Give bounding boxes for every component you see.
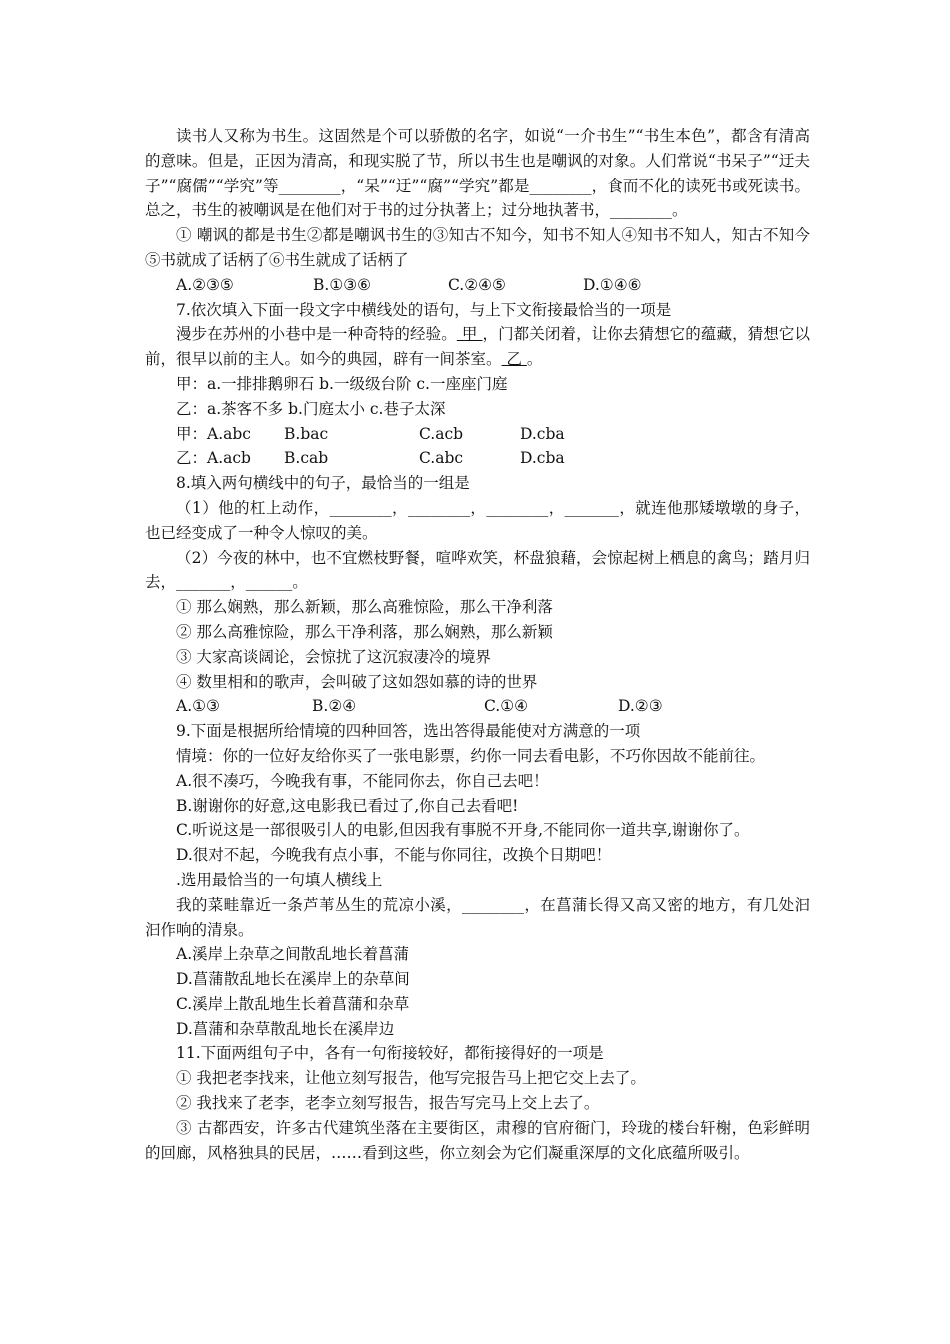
q7-text-a: 漫步在苏州的小巷中是一种奇特的经验。	[176, 325, 457, 344]
q8-item: ④ 数里相和的歌声，会叫破了这如怨如慕的诗的世界	[176, 672, 538, 691]
q7-jia-options	[145, 422, 810, 447]
q7-jia-option-a[interactable]: 甲：A.abc	[176, 424, 251, 443]
q7-passage	[145, 322, 810, 372]
q10-option-b[interactable]: D.菖蒲散乱地长在溪岸上的杂草间	[176, 970, 410, 989]
q7-yi-options	[145, 446, 810, 471]
q7-yi-option-a[interactable]: 乙：A.acb	[176, 449, 251, 468]
q7-yi-option-c[interactable]: C.abc	[419, 449, 464, 468]
q6-option-d[interactable]: D.①④⑥	[583, 275, 642, 294]
q11-item: ② 我找来了老李，老李立刻写报告，报告写完马上交上去了。	[176, 1094, 600, 1113]
q8-options	[145, 694, 810, 719]
q8-option-a[interactable]: A.①③	[176, 697, 220, 716]
passage-paragraph: 读书人又称为书生。这固然是个可以骄傲的名字，如说“一介书生”“书生本色”，都含有清高的意味。但是，正因为清高，和现实脱了节，所以书生也是嘲讽的对象。人们常说“书呆子”“迂夫子”“腐儒”“学究”等________，“呆”“迂”“腐”“学究”都是________，食而不化的读死书或死读书。总之，书生的被嘲讽是在他们对于书的过分执著上；过分地执著书，________。	[145, 127, 810, 220]
document-page	[145, 124, 810, 1165]
q6-options	[145, 273, 810, 298]
q9-option-a[interactable]: A.很不凑巧，今晚我有事，不能同你去，你自己去吧！	[176, 771, 549, 790]
q11-item: ③ 古都西安，许多古代建筑坐落在主要街区，肃穆的官府衙门，玲珑的楼台轩榭，色彩鲜明的回廊，风格独具的民居，……看到这些，你立刻会为它们凝重深厚的文化底蕴所吸引。	[145, 1118, 810, 1162]
q9-stem: 9.下面是根据所给情境的四种回答，选出答得最能使对方满意的一项	[176, 722, 641, 741]
q7-stem: 7.依次填入下面一段文字中横线处的语句，与上下文衔接最恰当的一项是	[176, 300, 672, 319]
q9-context: 情境：你的一位好友给你买了一张电影票，约你一同去看电影，不巧你因故不能前往。	[176, 746, 766, 765]
q7-blank-jia: 甲	[456, 325, 483, 344]
q6-choices-text: ① 嘲讽的都是书生②都是嘲讽书生的③知古不知今，知书不知人④知书不知人，知古不知今⑤书就成了话柄了⑥书生就成了话柄了	[145, 226, 810, 269]
q10-option-d[interactable]: D.菖蒲和杂草散乱地长在溪岸边	[176, 1019, 395, 1038]
q7-jia-option-c[interactable]: C.acb	[419, 424, 464, 443]
q10-stem: .选用最恰当的一句填人横线上	[176, 870, 383, 889]
q8-sentence-2: （2）今夜的林中，也不宜燃枝野餐，喧哗欢笑，杯盘狼藉，会惊起树上栖息的禽鸟；踏月归去，_______，______。	[145, 548, 810, 592]
q6-option-a[interactable]: A.②③⑤	[176, 275, 234, 294]
q8-item: ② 那么高雅惊险，那么干净利落，那么娴熟，那么新颖	[176, 622, 553, 641]
q7-yi-items: 乙：a.茶客不多 b.门庭太小 c.巷子太深	[176, 399, 446, 418]
q11-item: ① 我把老李找来，让他立刻写报告，他写完报告马上把它交上去了。	[176, 1069, 646, 1088]
q6-option-c[interactable]: C.②④⑤	[448, 275, 506, 294]
q6-option-b[interactable]: B.①③⑥	[313, 275, 372, 294]
q7-blank-yi: 乙	[501, 350, 527, 369]
q7-jia-option-d[interactable]: D.cba	[520, 424, 565, 443]
q10-option-c[interactable]: C.溪岸上散乱地生长着菖蒲和杂草	[176, 994, 410, 1013]
q7-yi-option-d[interactable]: D.cba	[520, 449, 565, 468]
q7-yi-option-b[interactable]: B.cab	[284, 449, 329, 468]
q10-option-a[interactable]: A.溪岸上杂草之间散乱地长着菖蒲	[176, 945, 410, 964]
q8-option-b[interactable]: B.②④	[312, 697, 357, 716]
q8-stem: 8.填入两句横线中的句子，最恰当的一组是	[176, 474, 470, 493]
q9-option-b[interactable]: B.谢谢你的好意,这电影我已看过了,你自己去看吧!	[176, 796, 519, 815]
q7-text-b: ，门都关闭着，让你去猜想它的蕴藏，猜想它以前，很早以前的主人。如今的典园，辟有一间茶室。	[145, 325, 810, 369]
q7-jia-option-b[interactable]: B.bac	[284, 424, 329, 443]
q7-text-c: 。	[526, 350, 543, 369]
q8-sentence-1: （1）他的杠上动作，________，________，________，_______，就连他那矮墩墩的身子，也已经变成了一种令人惊叹的美。	[145, 498, 810, 542]
q8-option-c[interactable]: C.①④	[484, 697, 529, 716]
q8-item: ① 那么娴熟，那么新颖，那么高雅惊险，那么干净利落	[176, 598, 553, 617]
q11-stem: 11.下面两组句子中，各有一句衔接较好，都衔接得好的一项是	[176, 1044, 604, 1063]
q7-jia-items: 甲：a.一排排鹅卵石 b.一级级台阶 c.一座座门庭	[176, 374, 508, 393]
q9-option-d[interactable]: D.很对不起，今晚我有点小事，不能与你同往，改换个日期吧！	[176, 846, 612, 865]
q9-option-c[interactable]: C.听说这是一部很吸引人的电影,但因我有事脱不开身,不能同你一道共享,谢谢你了。	[176, 821, 750, 840]
q8-item: ③ 大家高谈阔论，会惊扰了这沉寂凄冷的境界	[176, 647, 491, 666]
q8-option-d[interactable]: D.②③	[618, 697, 663, 716]
q10-text: 我的菜畦靠近一条芦苇丛生的荒凉小溪，________，在菖蒲长得又高又密的地方，有几处汩汩作响的清泉。	[145, 895, 810, 939]
